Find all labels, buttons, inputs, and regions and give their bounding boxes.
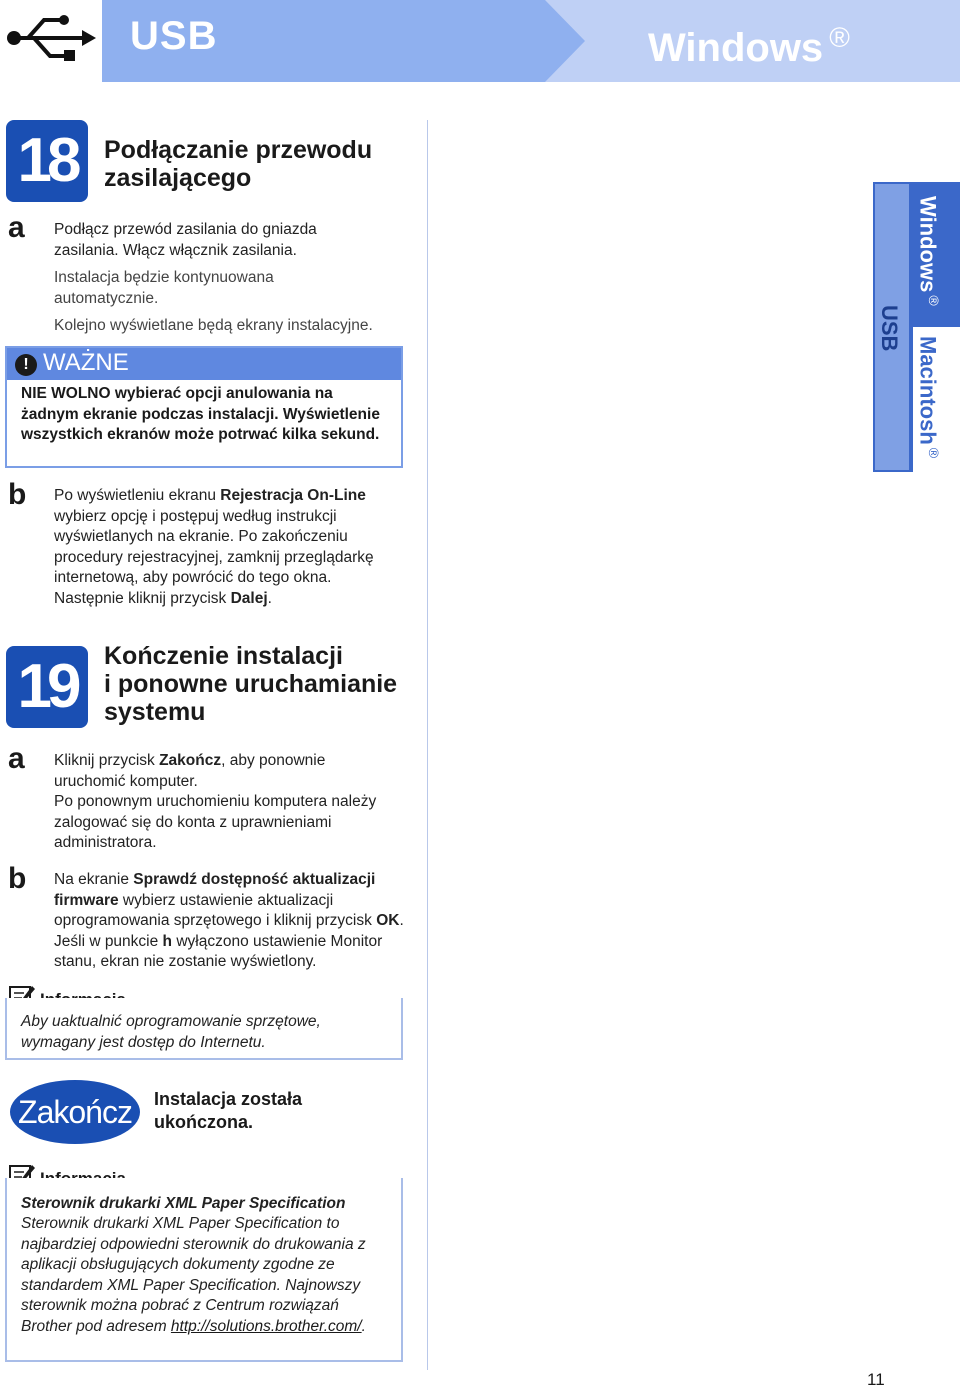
- info-box: [5, 998, 403, 1060]
- text-run: .: [361, 1317, 366, 1335]
- side-tab-windows-label: [915, 196, 942, 306]
- side-tab-macintosh-label: [915, 336, 942, 458]
- header-os-label: Windows: [648, 26, 824, 70]
- step-instruction: [54, 870, 406, 973]
- step-instruction: Kolejno wyświetlane będą ekrany instalacyjne.: [54, 317, 373, 334]
- step-number-badge: 19: [6, 646, 88, 728]
- finish-badge: Zakończ: [10, 1080, 140, 1144]
- text-run: Na ekranie: [54, 871, 134, 888]
- substep-letter: a: [8, 742, 25, 775]
- info-text: [21, 1214, 393, 1337]
- exclamation-icon: !: [15, 354, 37, 376]
- info-heading: Sterownik drukarki XML Paper Specification: [21, 1195, 346, 1212]
- ui-term: h: [162, 932, 173, 950]
- text-run: Po wyświetleniu ekranu: [54, 487, 221, 504]
- step-title: [104, 136, 372, 192]
- text-run: , aby ponownie uruchomić komputer.: [54, 752, 326, 790]
- step-title-line: systemu: [104, 698, 206, 726]
- solutions-link[interactable]: http://solutions.brother.com/: [170, 1317, 362, 1335]
- side-tab-text: Windows: [915, 196, 941, 293]
- registered-mark: ®: [829, 22, 850, 53]
- page-number: 11: [867, 1370, 885, 1388]
- important-text: NIE WOLNO wybierać opcji anulowania na żadnym ekranie podczas instalacji. Wyświetlenie wszystkich ekranów może potrwać kilka sekund.: [21, 385, 380, 443]
- step-instruction: [54, 751, 364, 792]
- finish-line: Instalacja została: [154, 1089, 303, 1109]
- ui-term: Zakończ: [159, 752, 222, 769]
- step-title-line: i ponowne uruchamianie: [104, 670, 398, 698]
- column-divider: [427, 120, 428, 1370]
- ui-term: Dalej: [230, 589, 268, 607]
- text-run: . Jeśli w punkcie: [54, 912, 404, 950]
- usb-trident-icon: [4, 8, 100, 68]
- text-run: Kliknij przycisk: [54, 752, 160, 769]
- text-run: wybierz opcję i postępuj według instrukcji wyświetlanych na ekranie. Po zakończeniu procedury rejestracyjnej, zamknij przeglądarkę internetową, aby powrócić do tego okna. Następnie kliknij przycisk: [54, 507, 374, 607]
- info-text: Aby uaktualnić oprogramowanie sprzętowe, wymagany jest dostęp do Internetu.: [21, 1013, 321, 1051]
- step-instruction: Podłącz przewód zasilania do gniazda zasilania. Włącz włącznik zasilania.: [54, 221, 317, 259]
- ui-term: OK: [376, 912, 400, 929]
- substep-letter: a: [8, 211, 25, 244]
- side-tab-usb-label: USB: [877, 305, 902, 352]
- side-tab-text: Macintosh: [915, 336, 941, 445]
- important-box: [5, 346, 403, 468]
- registered-mark: ®: [926, 447, 942, 459]
- text-run: wybierz ustawienie aktualizacji oprogramowania sprzętowego i kliknij przycisk: [54, 891, 377, 929]
- registered-mark: ®: [926, 295, 942, 306]
- substep-letter: b: [8, 478, 27, 511]
- important-header: [7, 348, 401, 380]
- finish-message: [154, 1088, 302, 1134]
- step-title-line: zasilającego: [104, 164, 252, 192]
- substep-letter: b: [8, 862, 27, 895]
- info-box: [5, 1178, 403, 1362]
- step-instruction: Instalacja będzie kontynuowana automatycznie.: [54, 269, 274, 307]
- ui-term: Rejestracja On-Line: [220, 487, 366, 504]
- step-instruction: Po ponownym uruchomieniu komputera należy zalogować się do konta z uprawnieniami administratora.: [54, 793, 377, 851]
- text-run: .: [267, 589, 272, 607]
- text-run: Sterownik drukarki XML Paper Specification to najbardziej odpowiedni sterownik do drukowania z aplikacji obsługujących dokumenty zgodne ze standardem XML Paper Specification. Najnowszy sterownik można pobrać z Centrum rozwiązań Brother pod adresem: [21, 1215, 366, 1335]
- ui-term: Sprawdź dostępność aktualizacji firmware: [54, 871, 376, 909]
- header-section-title: USB: [130, 14, 218, 58]
- step-title: [104, 642, 397, 726]
- step-title-line: Kończenie instalacji: [104, 642, 343, 670]
- header-os-title: [648, 22, 850, 71]
- text-run: wyłączono ustawienie Monitor stanu, ekran nie zostanie wyświetlony.: [54, 932, 383, 970]
- important-label: WAŻNE: [43, 349, 129, 376]
- step-number-badge: 18: [6, 120, 88, 202]
- finish-line: ukończona.: [154, 1112, 254, 1132]
- step-instruction: [54, 486, 404, 609]
- step-title-line: Podłączanie przewodu: [104, 136, 373, 164]
